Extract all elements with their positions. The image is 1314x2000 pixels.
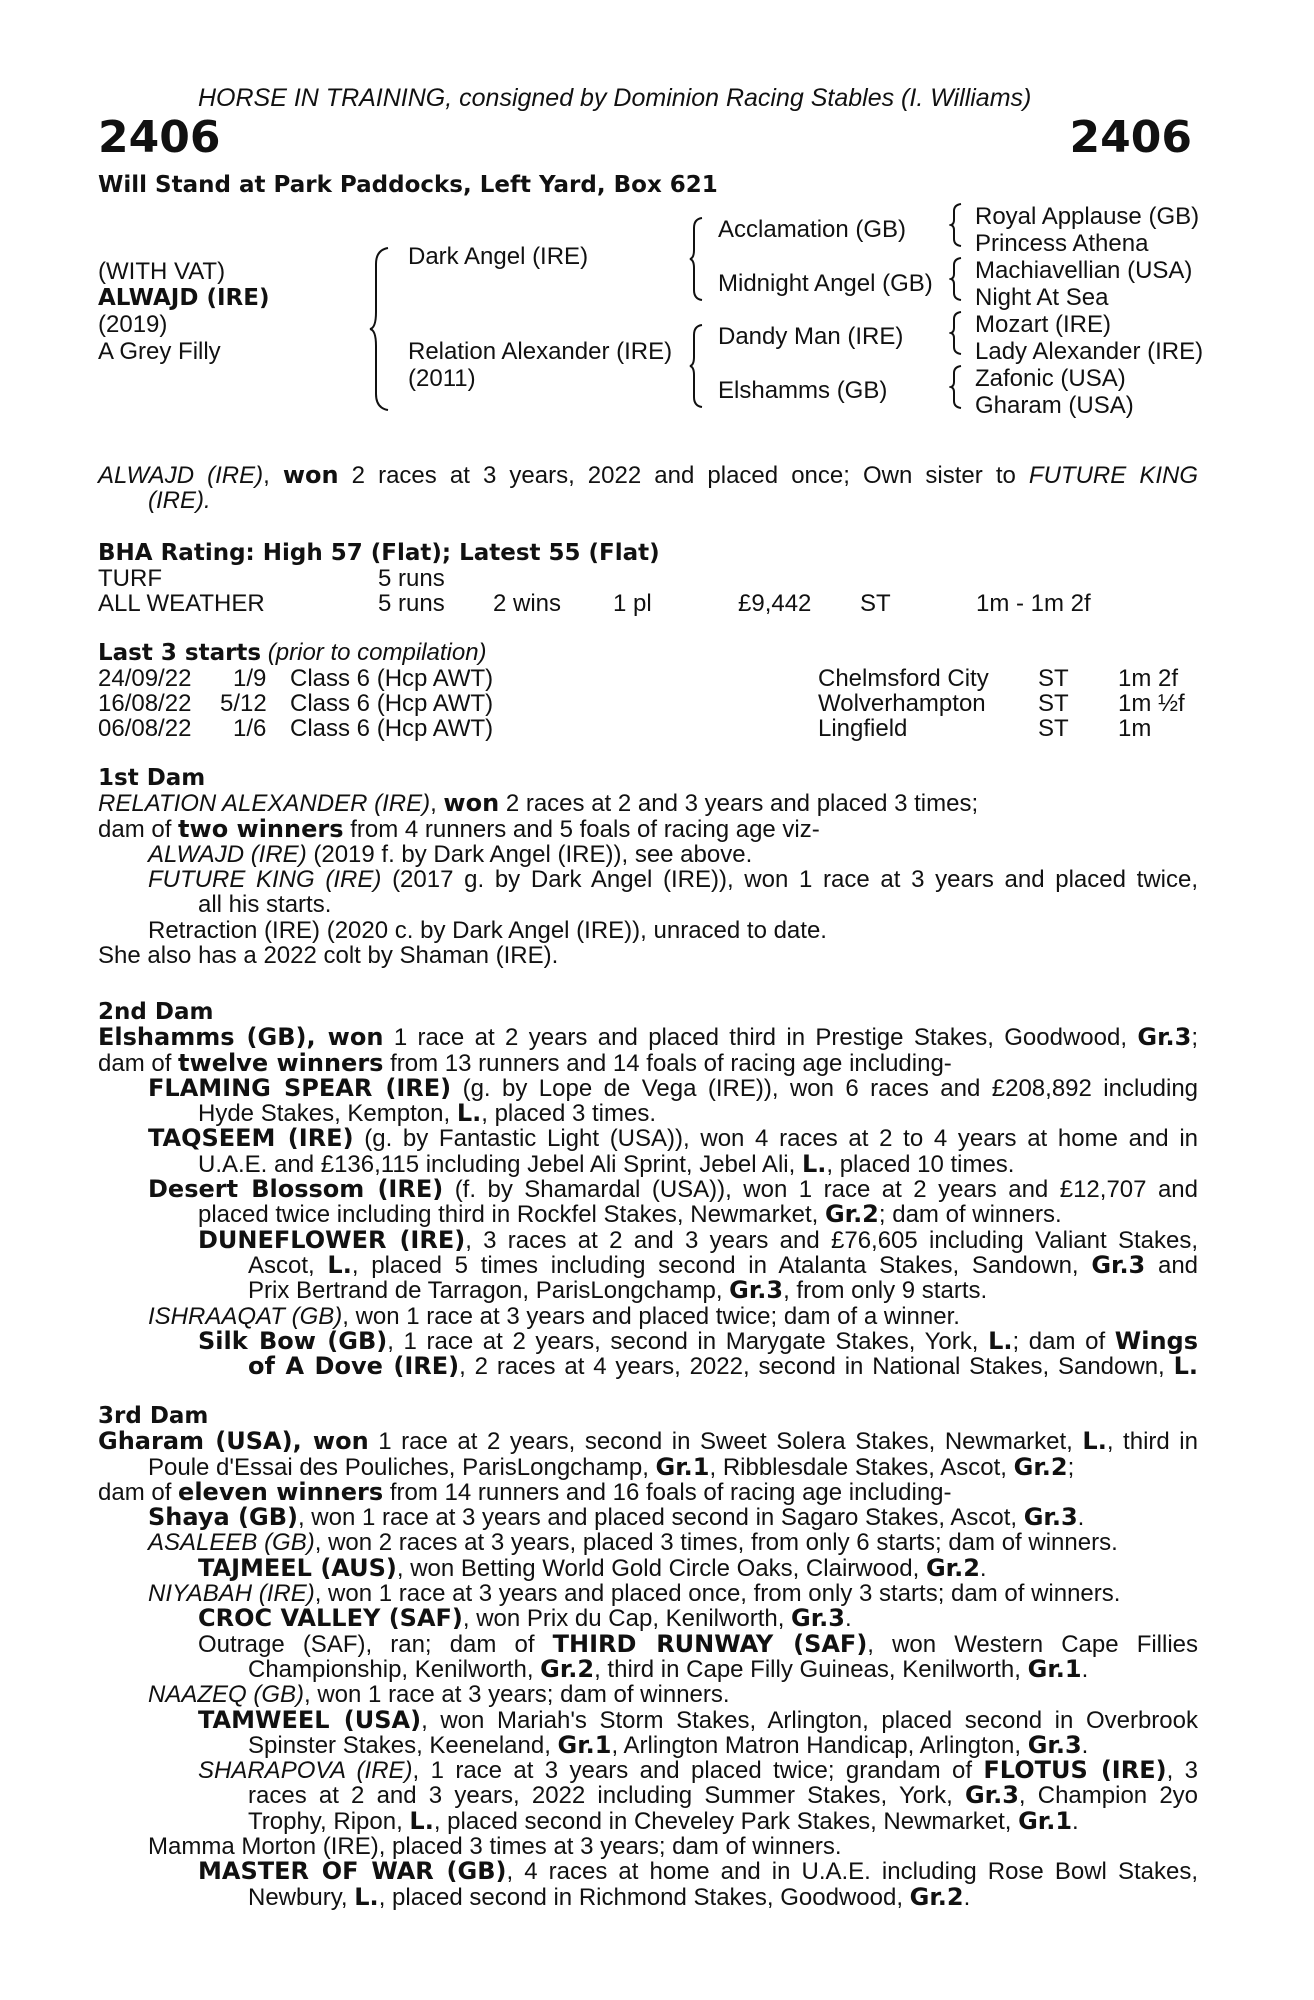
text: . [1081,1731,1089,1759]
grade: Gr.3 [1137,1023,1192,1052]
grade: Gr.1 [655,1452,710,1481]
grade: Gr.3 [1027,1730,1082,1759]
winners-count: two winners [178,814,344,843]
second-dam-title: 2nd Dam [98,999,214,1025]
rating-prize: £9,442 [738,590,812,617]
text: ; dam of [1012,1327,1106,1355]
grade: Gr.2 [909,1882,964,1911]
text: Prix Bertrand de Tarragon, ParisLongchamp, [248,1277,723,1305]
horse-name: ALWAJD (IRE) [98,285,270,311]
vat-label: (WITH VAT) [98,258,226,285]
dam-record: 2 races at 2 and 3 years and placed 3 times; [505,790,979,818]
text: , 3 races at 2 and 3 years and £76,605 including Valiant Stakes, [465,1226,1198,1254]
third-dam-title: 3rd Dam [98,1403,209,1429]
grade: L. [327,1250,352,1279]
pedigree-brace-main [368,246,392,412]
progeny-name: of A Dove (IRE) [248,1352,460,1381]
start-row [98,691,1198,716]
lot-number-right: 2406 [1069,112,1192,163]
pedigree-ds: Dandy Man (IRE) [718,323,904,350]
progeny-record-cont: all his starts. [198,891,332,919]
winners-count: eleven winners [178,1477,384,1506]
text: , placed second in Richmond Stakes, Goodwood, [378,1883,903,1911]
grade: Gr.2 [540,1654,595,1683]
pedigree-sire: Dark Angel (IRE) [408,243,589,270]
third-dam-section [98,1404,1198,1910]
text: , won Western Cape Fillies [867,1630,1199,1658]
progeny-name: DUNEFLOWER (IRE) [198,1225,466,1254]
start-distance: 1m 2f [1118,665,1179,692]
last-starts-subtitle: (prior to compilation) [267,639,487,666]
text: races at 2 and 3 years, 2022 including Summer Stakes, York, [248,1782,953,1810]
pedigree-sds: Machiavellian (USA) [975,257,1193,284]
text: from 14 runners and 16 foals of racing age including- [389,1478,952,1506]
start-row [98,666,1198,691]
text: . [1077,1504,1085,1532]
text: Trophy, Ripon, [248,1807,403,1835]
progeny-name: Desert Blossom (IRE) [148,1175,444,1204]
progeny-record: (2017 g. by Dark Angel (IRE)), won 1 race at 3 years and placed twice, [392,866,1199,894]
summary-won: won [282,461,339,489]
consignment-line: HORSE IN TRAINING, consigned by Dominion Racing Stables (I. Williams) [198,84,1032,112]
text: Outrage (SAF), ran; dam of [198,1630,535,1658]
start-position: 5/12 [220,690,267,717]
text: , 2 races at 4 years, 2022, second in National Stakes, Sandown, [459,1353,1165,1381]
note: She also has a 2022 colt by Shaman (IRE). [98,942,559,970]
text: 1 race at 2 years and placed third in Prestige Stakes, Goodwood, [393,1024,1128,1052]
rating-going: ST [860,590,891,617]
won-label: won [443,789,500,818]
text: dam of [98,1049,172,1077]
summary-sister-cont: (IRE). [148,487,211,515]
progeny-record: Mamma Morton (IRE), placed 3 times at 3 years; dam of winners. [148,1833,842,1861]
summary-horse-name: ALWAJD (IRE) [98,462,264,489]
text: from 4 runners and 5 foals of racing age viz- [350,815,820,843]
grade: L. [1082,1427,1107,1456]
text: from 13 runners and 14 foals of racing age including- [390,1049,952,1077]
progeny-name: FLAMING SPEAR (IRE) [148,1073,452,1102]
pedigree-sd: Midnight Angel (GB) [718,270,933,297]
text: Ascot, [248,1251,315,1279]
summary-paragraph: ALWAJD (IRE), won 2 races at 3 years, 2022 and placed once; Own sister to FUTURE KING (IRE). [98,461,1198,515]
grade: Gr.2 [824,1200,879,1229]
text: dam of [98,815,172,843]
start-course: Lingfield [818,715,908,742]
rating-surface: ALL WEATHER [98,590,265,617]
pedigree-brace-ss [949,202,965,248]
text: , 1 race at 3 years and placed twice; grandam of [412,1757,972,1785]
rating-row-aw [98,591,1198,616]
rating-runs: 5 runs [378,565,445,592]
dam-name: Gharam (USA) [98,1427,293,1456]
pedigree-sdd: Night At Sea [975,284,1109,311]
last-starts-heading [98,639,487,667]
rating-table [98,566,1198,626]
start-race: Class 6 (Hcp AWT) [290,690,494,717]
text: Poule d'Essai des Pouliches, ParisLongchamp, [148,1453,649,1481]
grade: L. [409,1806,434,1835]
text: , won Mariah's Storm Stakes, Arlington, placed second in Overbrook [421,1706,1198,1734]
pedigree-sss: Royal Applause (GB) [975,203,1200,230]
text: , Ribblesdale Stakes, Ascot, [709,1453,1007,1481]
dam-name: Elshamms (GB) [98,1023,307,1052]
start-going: ST [1038,665,1069,692]
pedigree-dds: Zafonic (USA) [975,365,1126,392]
text: , won 2 races at 3 years, placed 3 times, from only 6 starts; dam of winners. [314,1529,1118,1557]
text: , third in Cape Filly Guineas, Kenilworth, [594,1655,1021,1683]
grade: Gr.1 [1027,1654,1082,1683]
start-position: 1/6 [233,715,267,742]
text: , placed 3 times. [481,1100,656,1128]
progeny-name: TAJMEEL (AUS) [198,1553,397,1582]
pedigree-ssd: Princess Athena [975,230,1149,257]
won-label: , won [306,1023,384,1052]
grade: Gr.3 [791,1604,845,1633]
text: , won 1 race at 3 years; dam of winners. [304,1681,730,1709]
text: Newbury, [248,1883,348,1911]
progeny-name: SHARAPOVA (IRE) [198,1757,413,1785]
pedigree-brace-dam [688,323,706,409]
grade: Gr.3 [1023,1503,1078,1532]
progeny-name: Silk Bow (GB) [198,1326,388,1355]
last-starts-title: Last 3 starts [98,640,262,666]
text: and [1157,1251,1199,1279]
text: ; [1191,1024,1199,1052]
text: ; dam of winners. [878,1201,1062,1229]
rating-surface: TURF [98,565,162,592]
lot-number-left: 2406 [98,112,221,163]
rating-row-turf [98,566,1198,591]
text: , placed 10 times. [826,1150,1015,1178]
text: , won Prix du Cap, Kenilworth, [462,1605,785,1633]
won-label: , won [292,1427,369,1456]
grade: L. [801,1149,827,1178]
start-race: Class 6 (Hcp AWT) [290,665,494,692]
pedigree-brace-ds [949,310,965,356]
progeny-name: NAAZEQ (GB) [148,1681,305,1709]
rating-placed: 1 pl [613,590,652,617]
start-distance: 1m ½f [1118,690,1185,717]
start-date: 16/08/22 [98,690,192,717]
text: Spinster Stakes, Keeneland, [248,1731,551,1759]
progeny-name: TAQSEEM (IRE) [148,1124,354,1153]
grade: Gr.2 [925,1553,980,1582]
pedigree-brace-sd [949,256,965,302]
text: , from only 9 starts. [783,1277,988,1305]
text: , won 1 race at 3 years and placed twice; dam of a winner. [342,1302,960,1330]
progeny-record: (2019 f. by Dark Angel (IRE)), see above. [313,840,753,868]
text: dam of [98,1478,172,1506]
winners-count: twelve winners [178,1048,384,1077]
grade: Gr.3 [964,1781,1019,1810]
text: Championship, Kenilworth, [248,1655,534,1683]
text: , placed second in Cheveley Park Stakes, Newmarket, [433,1807,1012,1835]
pedigree-dsd: Lady Alexander (IRE) [975,338,1204,365]
pedigree-dam: Relation Alexander (IRE) [408,338,673,365]
grade: Gr.3 [1091,1250,1146,1279]
text: , won 1 race at 3 years and placed second in Sagaro Stakes, Ascot, [297,1504,1018,1532]
text: . [844,1605,852,1633]
start-course: Chelmsford City [818,665,989,692]
start-race: Class 6 (Hcp AWT) [290,715,494,742]
start-date: 06/08/22 [98,715,192,742]
start-distance: 1m [1118,715,1152,742]
text: , 4 races at home and in U.A.E. including Rose Bowl Stakes, [506,1858,1198,1886]
rating-wins: 2 wins [493,590,562,617]
grade: L. [988,1326,1013,1355]
first-dam-section: 1st Dam RELATION ALEXANDER (IRE), won 2 races at 2 and 3 years and placed 3 times; dam of two winners from 4 runners and 5 foals of racing age viz- ALWAJD (IRE) (2019 f. by Dark Angel (IRE)), see above. FUTURE KING (IRE) (2017 g. by Dark Angel (IRE)), won 1 race at 3 years and placed twice, all his starts. Retraction (IRE) (2020 c. by Dark Angel (IRE)), unraced to date. She also has a 2022 colt by Shaman (IRE). [98,765,1199,970]
pedigree-dam-year: (2011) [408,365,476,392]
text: , Champion 2yo [1018,1782,1199,1810]
second-dam-section [98,1000,1198,1379]
start-position: 1/9 [233,665,267,692]
text: , Arlington Matron Handicap, Arlington, [611,1731,1022,1759]
text: , placed 5 times including second in Atalanta Stakes, Sandown, [351,1251,1079,1279]
progeny-name: ISHRAAQAT (GB) [148,1302,343,1330]
start-going: ST [1038,715,1069,742]
text: (g. by Lope de Vega (IRE)), won 6 races and £208,892 including [462,1074,1199,1102]
grade: L. [354,1882,379,1911]
grade: Gr.3 [729,1276,784,1305]
pedigree-ddd: Gharam (USA) [975,392,1134,419]
rating-runs: 5 runs [378,590,445,617]
progeny-name: THIRD RUNWAY (SAF) [552,1629,868,1658]
progeny-name: ALWAJD (IRE) [148,840,307,868]
text: Hyde Stakes, Kempton, [198,1100,451,1128]
progeny-name: TAMWEEL (USA) [198,1705,422,1734]
text: ; [1067,1453,1075,1481]
text: , won 1 race at 3 years and placed once, from only 3 starts; dam of winners. [314,1580,1121,1608]
progeny-record: Retraction (IRE) (2020 c. by Dark Angel (IRE)), unraced to date. [148,916,827,944]
start-date: 24/09/22 [98,665,192,692]
progeny-name: CROC VALLEY (SAF) [198,1604,463,1633]
progeny-name: ASALEEB (GB) [148,1529,315,1557]
progeny-name: MASTER OF WAR (GB) [198,1857,507,1886]
text: , 1 race at 2 years, second in Marygate Stakes, York, [387,1327,979,1355]
start-row [98,716,1198,741]
first-dam-title: 1st Dam [98,765,206,791]
horse-year: (2019) [98,311,168,338]
rating-distance: 1m - 1m 2f [976,590,1091,617]
progeny-name: NIYABAH (IRE) [148,1580,315,1608]
pedigree-brace-dd [949,364,965,410]
stand-location: Will Stand at Park Paddocks, Left Yard, Box 621 [98,172,718,198]
progeny-name: FLOTUS (IRE) [983,1756,1167,1785]
text: . [963,1883,971,1911]
progeny-name: Wings [1114,1326,1199,1355]
pedigree-ss: Acclamation (GB) [718,216,907,243]
start-course: Wolverhampton [818,690,986,717]
text: . [979,1554,987,1582]
text: (g. by Fantastic Light (USA)), won 4 races at 2 to 4 years at home and in [364,1125,1199,1153]
summary-text: 2 races at 3 years, 2022 and placed once; Own sister to [351,462,1016,489]
progeny-name: FUTURE KING (IRE) [148,866,382,894]
text: , 3 [1166,1757,1198,1785]
pedigree-dd: Elshamms (GB) [718,377,888,404]
dam-name: RELATION ALEXANDER (IRE) [98,790,431,818]
text: , won Betting World Gold Circle Oaks, Clairwood, [396,1554,920,1582]
horse-description: A Grey Filly [98,338,221,365]
grade: Gr.1 [557,1730,612,1759]
bha-rating: BHA Rating: High 57 (Flat); Latest 55 (Flat) [98,540,660,566]
text: , third in [1106,1428,1198,1456]
text: (f. by Shamardal (USA)), won 1 race at 2 years and £12,707 and [454,1176,1198,1204]
summary-sister: FUTURE KING [1028,462,1198,489]
text: placed twice including third in Rockfel Stakes, Newmarket, [198,1201,819,1229]
progeny-name: Shaya (GB) [148,1503,298,1532]
text: 1 race at 2 years, second in Sweet Solera Stakes, Newmarket, [378,1428,1073,1456]
pedigree-dss: Mozart (IRE) [975,311,1112,338]
grade: L. [1173,1352,1198,1381]
text: U.A.E. and £136,115 including Jebel Ali Sprint, Jebel Ali, [198,1150,796,1178]
start-going: ST [1038,690,1069,717]
grade: Gr.1 [1018,1806,1073,1835]
pedigree-brace-sire [688,216,706,302]
grade: Gr.2 [1013,1452,1068,1481]
text: . [1081,1655,1089,1683]
text: . [1072,1807,1079,1835]
grade: L. [456,1099,482,1128]
last-starts-table [98,666,1198,746]
